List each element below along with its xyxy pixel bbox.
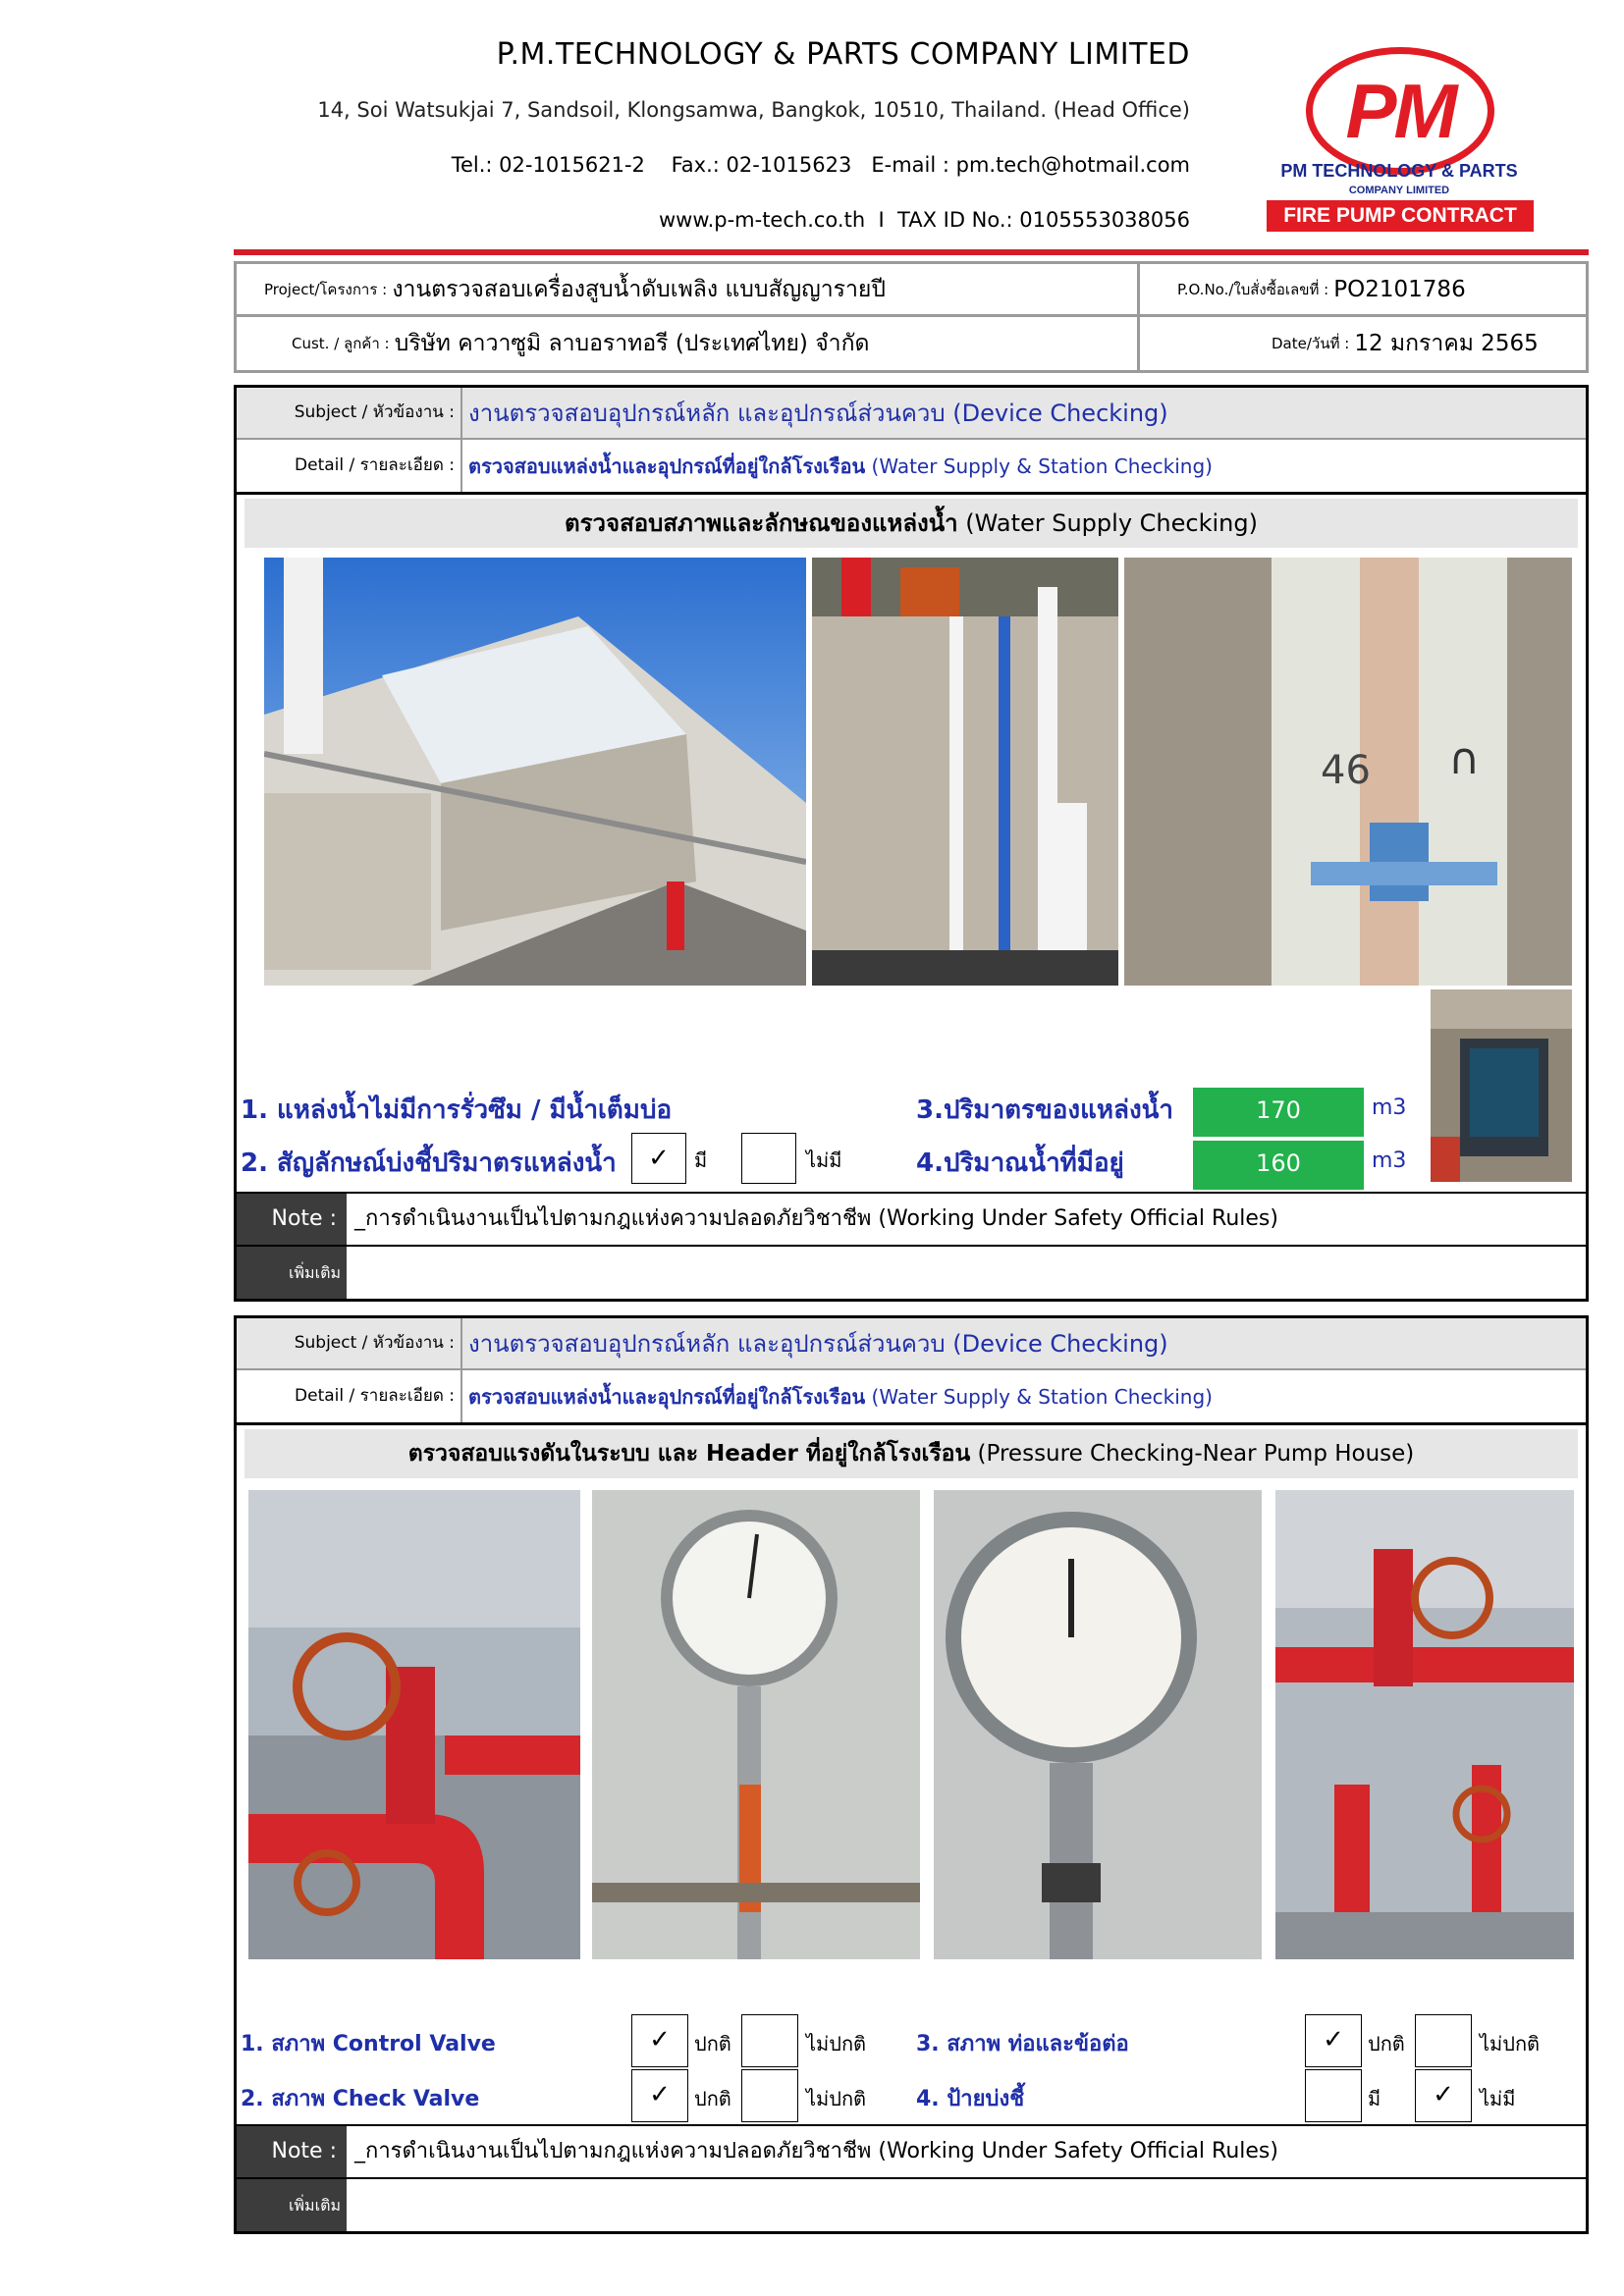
po-cell (1140, 264, 1586, 317)
section2-more-field[interactable] (347, 2179, 1586, 2231)
photo-tank-wall-pipes-image (812, 558, 1118, 986)
section2-item3-normal-checkbox[interactable]: ✓ (1305, 2014, 1362, 2067)
date-value: 12 มกราคม 2565 (1354, 331, 1539, 356)
section1-body (234, 495, 1589, 1302)
project-label: Project/โครงการ : (264, 280, 388, 298)
section2-subject-row (237, 1318, 1586, 1370)
section1-detail-row (237, 440, 1586, 492)
photo-water-tank-building-image (264, 558, 806, 986)
section1-subject-row (237, 388, 1586, 440)
section2-item1-normal-checkbox[interactable]: ✓ (631, 2014, 688, 2067)
section2-detail-en: (Water Supply & Station Checking) (871, 1384, 1213, 1409)
section1-subject-label: Subject / หัวข้องาน : (237, 388, 462, 438)
date-label: Date/วันที่ : (1272, 335, 1350, 352)
section1-item2: 2. สัญลักษณ์บ่งชี้ปริมาตรแหล่งน้ำ (241, 1148, 617, 1178)
section1-item1: 1. แหล่งน้ำไม่มีการรั่วซึม / มีน้ำเต็มบ่อ (241, 1095, 673, 1125)
section1-item2-yes-checkbox[interactable]: ✓ (631, 1133, 686, 1184)
po-label: P.O.No./ใบสั่งซื้อเลขที่ : (1177, 280, 1329, 298)
company-address: 14, Soi Watsukjai 7, Sandsoil, Klongsamwa, Bangkok, 10510, Thailand. (Head Office) (317, 98, 1190, 122)
photo-tank-wall-pipes (812, 558, 1118, 986)
photo-tank-inside (1431, 989, 1572, 1182)
section1-item3-unit: m3 (1372, 1095, 1407, 1120)
section1-note-label: Note : (237, 1194, 347, 1245)
project-info-table (234, 261, 1589, 373)
photo-level-marker-image (1124, 558, 1572, 986)
section1-detail-en: (Water Supply & Station Checking) (871, 454, 1213, 478)
section1-more-row (237, 1247, 1586, 1299)
section1-title-th: ตรวจสอบสภาพและลักษณของแหล่งน้ำ (565, 509, 958, 537)
photo-pressure-gauge-2 (934, 1490, 1262, 1959)
section2-item2-normal-label: ปกติ (694, 2087, 731, 2110)
company-contact: Tel.: 02-1015621-2 Fax.: 02-1015623 E-mail : pm.tech@hotmail.com (451, 153, 1190, 177)
customer-cell (237, 317, 1140, 370)
section2-detail-th: ตรวจสอบแหล่งน้ำและอุปกรณ์ที่อยู่ใกล้โรงเรือน (468, 1384, 866, 1409)
section1-item4-unit: m3 (1372, 1148, 1407, 1173)
section1-detail-value (462, 451, 1213, 482)
photo-level-marker (1124, 558, 1572, 986)
section1-item4-value: 160 (1193, 1141, 1364, 1190)
section2-subject-label: Subject / หัวข้องาน : (237, 1318, 462, 1368)
section2-item4: 4. ป้ายบ่งชี้ (916, 2087, 1025, 2111)
section1-subject-value: งานตรวจสอบอุปกรณ์หลัก และอุปกรณ์ส่วนควบ (Device Checking) (468, 400, 1168, 427)
section2-item1: 1. สภาพ Control Valve (241, 2032, 496, 2056)
section2-detail-value (462, 1381, 1213, 1413)
logo-mark: PM (1345, 67, 1455, 154)
company-name: P.M.TECHNOLOGY & PARTS COMPANY LIMITED (496, 37, 1190, 72)
po-value: PO2101786 (1333, 276, 1466, 302)
project-cell (237, 264, 1140, 317)
section2-item3: 3. สภาพ ท่อและข้อต่อ (916, 2032, 1129, 2056)
header-divider (234, 249, 1589, 255)
section1-item2-no-label: ไม่มี (806, 1148, 842, 1172)
section1-note-text: _การดำเนินงานเป็นไปตามกฎแห่งความปลอดภัยวิชาชีพ (Working Under Safety Official Rules) (354, 1206, 1278, 1231)
section2-item4-no-label: ไม่มี (1480, 2087, 1516, 2110)
section1-item2-no-checkbox[interactable] (741, 1133, 796, 1184)
svg-text:∩: ∩ (1448, 734, 1481, 784)
logo-banner: FIRE PUMP CONTRACT (1267, 200, 1534, 232)
section2-item4-yes-label: มี (1368, 2087, 1381, 2110)
section2-item3-normal-label: ปกติ (1368, 2032, 1405, 2056)
section1-item3: 3.ปริมาตรของแหล่งน้ำ (916, 1095, 1174, 1125)
section2-item1-normal-label: ปกติ (694, 2032, 731, 2056)
section1-detail-label: Detail / รายละเอียด : (237, 440, 462, 492)
photo-pressure-gauge-2-image (934, 1490, 1262, 1959)
section2-item2-abnormal-checkbox[interactable] (741, 2069, 798, 2122)
section1-more-field[interactable] (347, 1247, 1586, 1299)
section2-subject-value: งานตรวจสอบอุปกรณ์หลัก และอุปกรณ์ส่วนควบ (Device Checking) (468, 1330, 1168, 1358)
section2-body (234, 1425, 1589, 2234)
section2-item3-abnormal-checkbox[interactable] (1415, 2014, 1472, 2067)
logo-sub: COMPANY LIMITED (1348, 185, 1450, 196)
logo-name: PM TECHNOLOGY & PARTS (1280, 161, 1518, 181)
date-cell (1140, 317, 1586, 370)
section2-more-row (237, 2179, 1586, 2231)
section2-item4-no-checkbox[interactable]: ✓ (1415, 2069, 1472, 2122)
customer-label: Cust. / ลูกค้า : (292, 335, 390, 352)
section1-item3-value: 170 (1193, 1088, 1364, 1137)
section2-item1-abnormal-label: ไม่ปกติ (806, 2032, 867, 2056)
section1-title-bar (244, 499, 1578, 548)
section2-item2: 2. สภาพ Check Valve (241, 2087, 480, 2111)
section2-item1-abnormal-checkbox[interactable] (741, 2014, 798, 2067)
customer-value: บริษัท คาวาซูมิ ลาบอราทอรี (ประเทศไทย) จำกัด (394, 331, 870, 356)
photo-pressure-gauge-1 (592, 1490, 920, 1959)
photo-header-pipes-image (1275, 1490, 1574, 1959)
photo-control-valve-image (248, 1490, 580, 1959)
photo-tank-inside-image (1431, 989, 1572, 1182)
photo-pressure-gauge-1-image (592, 1490, 920, 1959)
section2-note-text: _การดำเนินงานเป็นไปตามกฎแห่งความปลอดภัยวิชาชีพ (Working Under Safety Official Rules) (354, 2139, 1278, 2163)
section2-title-bar (244, 1429, 1578, 1478)
section1-note-row (237, 1192, 1586, 1247)
section2-note-row (237, 2124, 1586, 2179)
section1-item2-yes-label: มี (694, 1148, 708, 1172)
company-logo (1306, 47, 1494, 175)
photo-header-pipes (1275, 1490, 1574, 1959)
section2-title-en: (Pressure Checking-Near Pump House) (977, 1441, 1415, 1467)
section2-item3-abnormal-label: ไม่ปกติ (1480, 2032, 1541, 2056)
section2-item2-abnormal-label: ไม่ปกติ (806, 2087, 867, 2110)
section1-title-en: (Water Supply Checking) (965, 509, 1258, 537)
section2-note-label: Note : (237, 2126, 347, 2177)
section1-detail-th: ตรวจสอบแหล่งน้ำและอุปกรณ์ที่อยู่ใกล้โรงเรือน (468, 454, 866, 478)
section2-detail-row (237, 1370, 1586, 1422)
company-web-tax: www.p-m-tech.co.th I TAX ID No.: 0105553038056 (658, 208, 1190, 232)
section2-item2-normal-checkbox[interactable]: ✓ (631, 2069, 688, 2122)
section1-header-box (234, 385, 1589, 495)
section2-item4-yes-checkbox[interactable] (1305, 2069, 1362, 2122)
svg-text:46: 46 (1321, 748, 1371, 793)
project-value: งานตรวจสอบเครื่องสูบน้ำดับเพลิง แบบสัญญารายปี (392, 276, 886, 302)
section1-item4: 4.ปริมาณน้ำที่มีอยู่ (916, 1148, 1124, 1178)
section2-header-box (234, 1315, 1589, 1425)
photo-water-tank-building (264, 558, 806, 986)
photo-control-valve (248, 1490, 580, 1959)
section1-more-label: เพิ่มเติม (237, 1247, 347, 1299)
section2-more-label: เพิ่มเติม (237, 2179, 347, 2231)
section2-title-th: ตรวจสอบแรงดันในระบบ และ Header ที่อยู่ใกล้โรงเรือน (407, 1441, 971, 1467)
section2-detail-label: Detail / รายละเอียด : (237, 1370, 462, 1422)
